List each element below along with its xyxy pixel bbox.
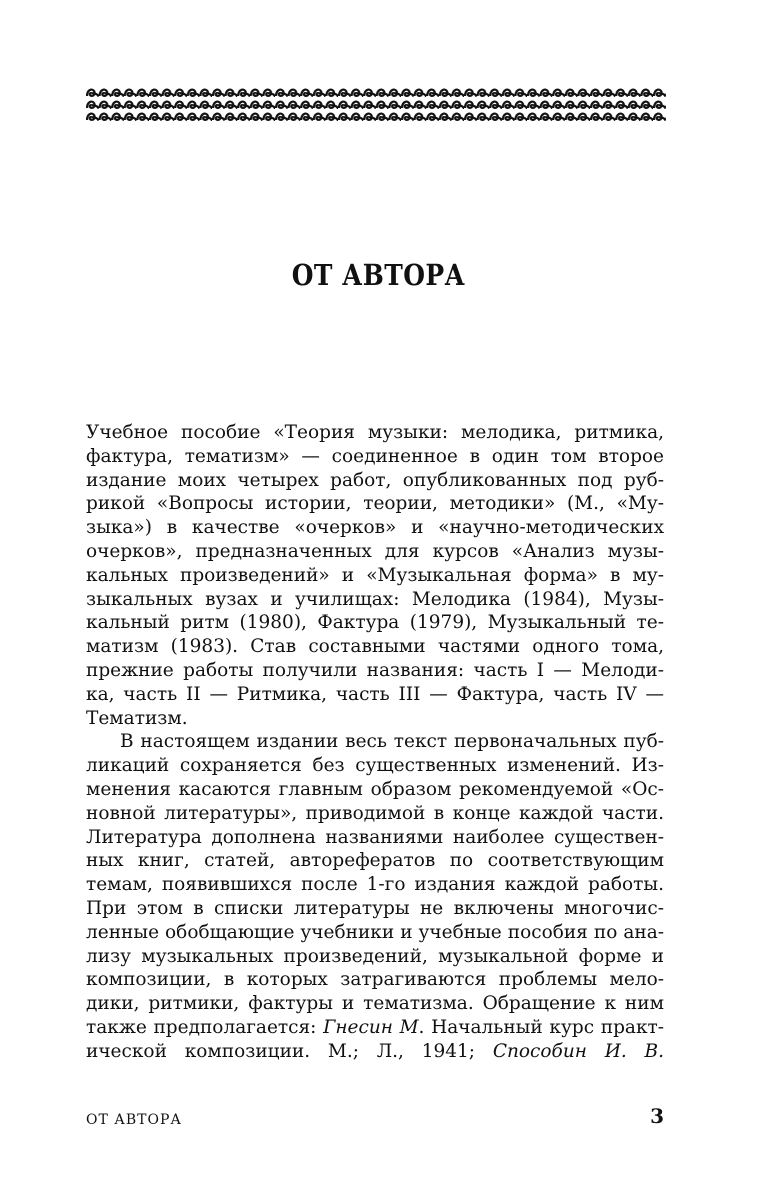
decorative-ornament-band xyxy=(86,86,666,126)
text-line: очерков», предназначенных для курсов «Анализ музы- xyxy=(86,540,664,562)
text-line: лизу музыкальных произведений, музыкальной форме и xyxy=(86,945,664,967)
author-name: Способин И. В. xyxy=(492,1040,664,1062)
running-footer: ОТ АВТОРА xyxy=(86,1112,182,1128)
text-line: Литература дополнена названиями наиболее существен- xyxy=(86,826,664,848)
text-line: При этом в списки литературы не включены многочис- xyxy=(86,897,664,919)
text-line: темам, появившихся после 1-го издания каждой работы. xyxy=(86,874,664,896)
text-line: издание моих четырех работ, опубликованных под руб- xyxy=(86,469,664,491)
text-line: зыка») в качестве «очерков» и «научно-методических xyxy=(86,517,664,539)
page-number: 3 xyxy=(650,1104,664,1128)
text-line: матизм (1983). Став составными частями одного тома, xyxy=(86,636,664,658)
text-line: рикой «Вопросы истории, теории, методики» (М., «Му- xyxy=(86,493,664,515)
text-line: зыкальных вузах и училищах: Мелодика (1984), Музы- xyxy=(86,588,664,610)
text-line: Тематизм. xyxy=(86,707,188,729)
text-line: ка, часть II — Ритмика, часть III — Фактура, часть IV — xyxy=(86,683,664,705)
author-name: Гнесин М xyxy=(323,1016,419,1038)
text-line: прежние работы получили названия: часть I — Мелоди- xyxy=(86,659,664,681)
text-line: ленные обобщающие учебники и учебные пособия по ана- xyxy=(86,921,664,943)
text-line: кальных произведений» и «Музыкальная форма» в му- xyxy=(86,564,664,586)
chapter-title: ОТ АВТОРА xyxy=(291,258,466,292)
text-line: В настоящем издании весь текст первоначальных пуб- xyxy=(120,731,664,753)
text-line: ической композиции. М.; Л., 1941; Способин И. В. xyxy=(86,1040,664,1062)
text-line: фактура, тематизм» — соединенное в один том второе xyxy=(86,445,664,467)
text-line: кальный ритм (1980), Фактура (1979), Музыкальный те- xyxy=(86,612,664,634)
text-line: ликаций сохраняется без существенных изменений. Из- xyxy=(86,755,664,777)
body-text xyxy=(86,421,664,1064)
text-line: композиции, в которых затрагиваются проблемы мело- xyxy=(86,969,664,991)
text-line: менения касаются главным образом рекомендуемой «Ос- xyxy=(86,778,664,800)
text-line: ных книг, статей, авторефератов по соответствующим xyxy=(86,850,664,872)
text-line: дики, ритмики, фактуры и тематизма. Обращение к ним xyxy=(86,993,664,1015)
text-line: Учебное пособие «Теория музыки: мелодика, ритмика, xyxy=(86,422,664,443)
text-line: также предполагается: Гнесин М. Начальный курс практ- xyxy=(86,1016,664,1038)
text-line: новной литературы», приводимой в конце каждой части. xyxy=(86,802,664,824)
